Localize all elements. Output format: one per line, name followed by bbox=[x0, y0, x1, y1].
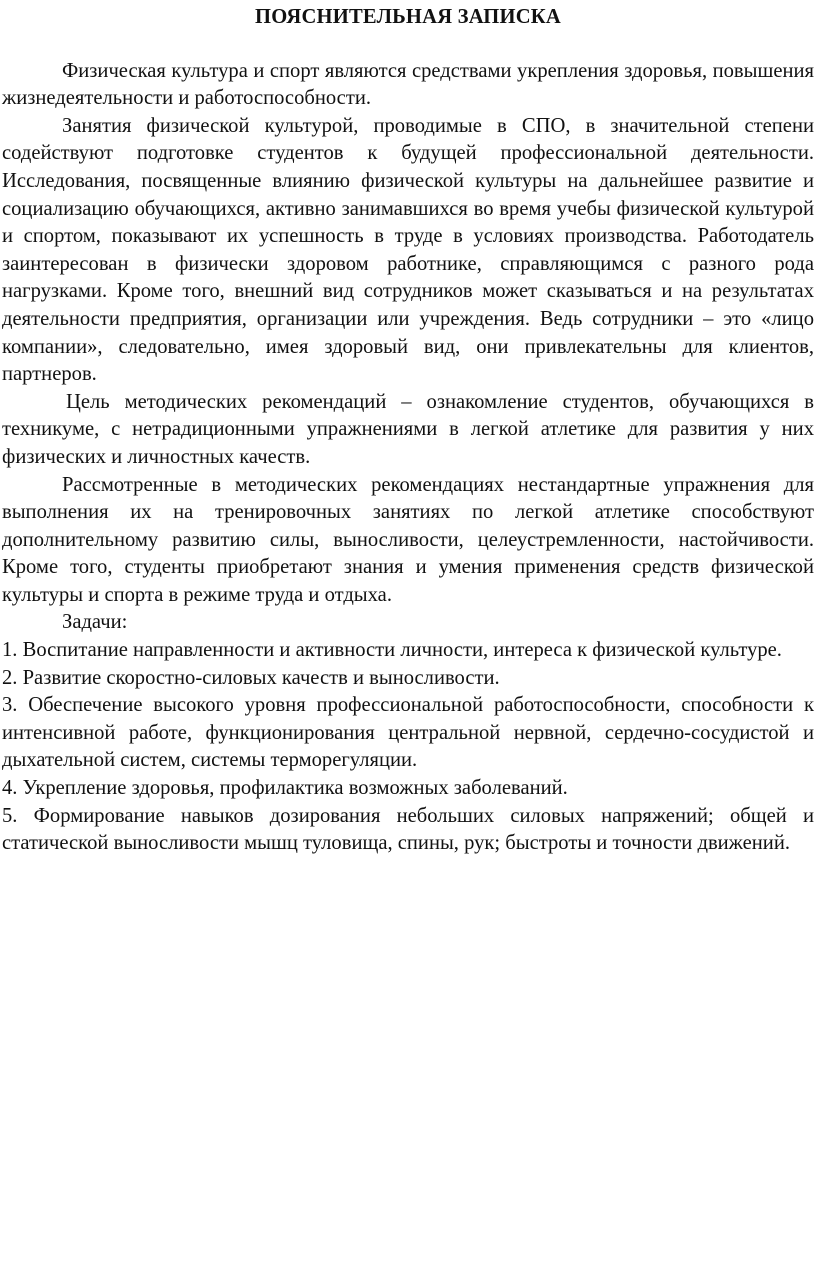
task-item-2: 2. Развитие скоростно-силовых качеств и выносливости. bbox=[2, 666, 500, 689]
tasks-heading: Задачи: bbox=[62, 611, 128, 634]
task-item-5: 5. Формирование навыков дозирования небольших силовых напряжений; общей и статической выносливости мышц туловища, спины, рук; быстроты и точности движений. bbox=[2, 804, 814, 855]
paragraph-goal: Цель методических рекомендаций – ознакомление студентов, обучающихся в техникуме, с нетрадиционными упражнениями в легкой атлетике для развития у них физических и личностных качеств. bbox=[2, 390, 814, 468]
paragraph-intro: Физическая культура и спорт являются средствами укрепления здоровья, повышения жизнедеятельности и работоспособности. bbox=[2, 59, 814, 110]
document-title: ПОЯСНИТЕЛЬНАЯ ЗАПИСКА bbox=[254, 6, 561, 28]
paragraph-employment: Занятия физической культурой, проводимые в СПО, в значительной степени содействуют подготовке студентов к будущей профессиональной деятельности. Исследования, посвященные влиянию физической культуры на дальнейшее развитие и социализацию обучающихся, активно занимавшихся во время учебы физической культурой и спортом, показывают их успешность в труде в условиях производства. Работодатель заинтересован в физически здоровом работнике, справляющимся с разного рода нагрузками. Кроме того, внешний вид сотрудников может сказываться и на результатах деятельности предприятия, организации или учреждения. Ведь сотрудники – это «лицо компании», следовательно, имея здоровый вид, они привлекательны для клиентов, партнеров. bbox=[2, 114, 814, 386]
task-item-1: 1. Воспитание направленности и активности личности, интереса к физической культуре. bbox=[2, 639, 782, 662]
task-item-4: 4. Укрепление здоровья, профилактика возможных заболеваний. bbox=[2, 777, 568, 800]
paragraph-exercises: Рассмотренные в методических рекомендациях нестандартные упражнения для выполнения их на тренировочных занятиях по легкой атлетике способствуют дополнительному развитию силы, выносливости, целеустремленности, настойчивости. Кроме того, студенты приобретают знания и умения применения средств физической культуры и спорта в режиме труда и отдыха. bbox=[2, 473, 814, 606]
task-item-3: 3. Обеспечение высокого уровня профессиональной работоспособности, способности к интенсивной работе, функционирования центральной нервной, сердечно-сосудистой и дыхательной систем, системы терморегуляции. bbox=[2, 694, 814, 772]
